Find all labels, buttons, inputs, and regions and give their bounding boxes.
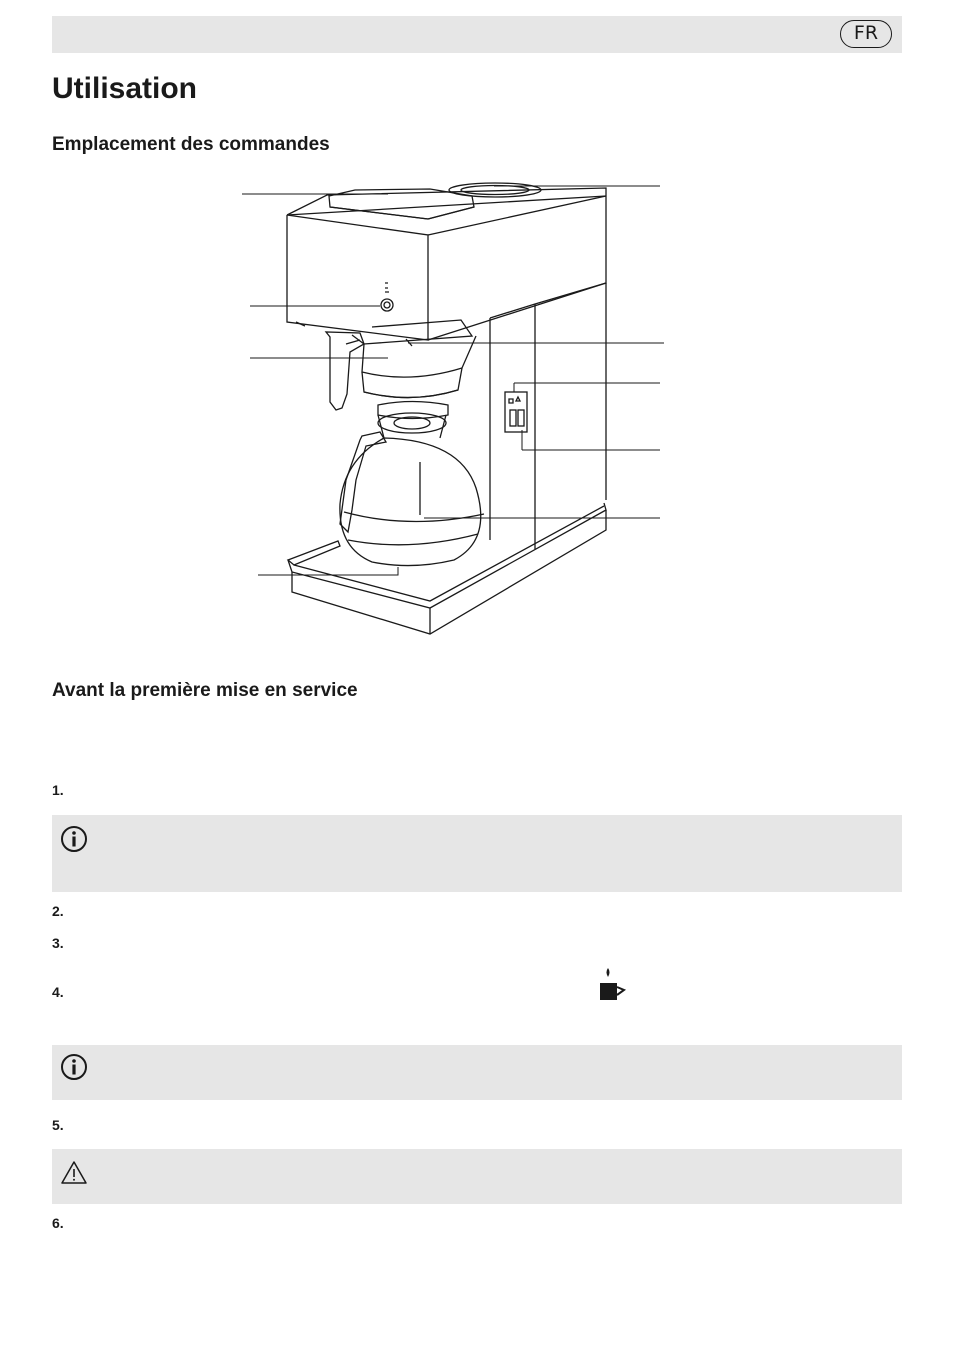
section-heading-controls: Emplacement des commandes — [52, 134, 330, 155]
step-number-1: 1. — [52, 782, 64, 798]
info-note-box — [52, 815, 902, 892]
step-number-5: 5. — [52, 1117, 64, 1133]
coffee-cup-icon — [596, 966, 628, 1004]
step-number-2: 2. — [52, 903, 64, 919]
warning-icon — [60, 1159, 88, 1187]
step-number-6: 6. — [52, 1215, 64, 1231]
header-band — [52, 16, 902, 53]
page-title: Utilisation — [52, 72, 198, 105]
info-icon — [60, 825, 88, 853]
info-note-box — [52, 1045, 902, 1100]
coffee-machine-diagram — [230, 170, 680, 650]
warning-note-box — [52, 1149, 902, 1204]
info-icon — [60, 1053, 88, 1081]
step-number-3: 3. — [52, 935, 64, 951]
step-number-4: 4. — [52, 984, 64, 1000]
language-badge: FR — [840, 20, 892, 48]
section-heading-first-use: Avant la première mise en service — [52, 680, 358, 701]
